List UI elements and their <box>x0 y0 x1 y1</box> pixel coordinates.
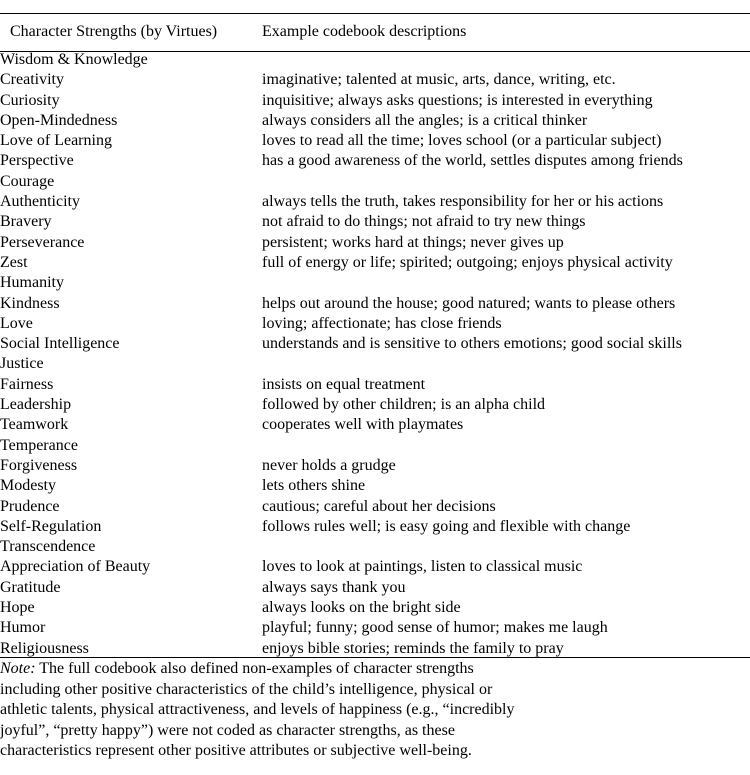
virtue-row <box>0 436 750 456</box>
strength-description: understands and is sensitive to others emotions; good social skills <box>262 335 682 353</box>
strength-name: Fairness <box>0 375 54 393</box>
strength-description: always looks on the bright side <box>262 599 461 617</box>
virtue-name: Justice <box>0 355 44 373</box>
virtue-name: Temperance <box>0 436 78 454</box>
strength-row <box>0 578 750 598</box>
strength-description: playful; funny; good sense of humor; makes me laugh <box>262 619 608 637</box>
virtue-name: Wisdom & Knowledge <box>0 51 148 68</box>
strength-name: Bravery <box>0 213 52 231</box>
strength-description: helps out around the house; good natured; wants to please others <box>262 294 676 312</box>
strength-row <box>0 253 750 273</box>
strength-row <box>0 334 750 354</box>
strength-description: inquisitive; always asks questions; is interested in everything <box>262 91 653 109</box>
virtue-name: Transcendence <box>0 538 96 556</box>
strength-name: Prudence <box>0 497 60 515</box>
strength-description: loves to read all the time; loves school (or a particular subject) <box>262 132 662 150</box>
note-line-5: characteristics represent other positive attributes or subjective well-being. <box>0 742 472 759</box>
strength-description: always says thank you <box>262 578 406 596</box>
strength-row <box>0 375 750 395</box>
strength-name: Humor <box>0 619 46 637</box>
virtue-row <box>0 273 750 293</box>
strength-description: cautious; careful about her decisions <box>262 497 496 515</box>
column-header-strengths: Character Strengths (by Virtues) <box>10 23 218 40</box>
note-line-3: athletic talents, physical attractiveness, and levels of happiness (e.g., “incredibly <box>0 701 515 718</box>
strength-row <box>0 91 750 111</box>
strength-name: Social Intelligence <box>0 335 120 353</box>
strength-name: Religiousness <box>0 639 89 657</box>
strength-row <box>0 618 750 638</box>
strength-description: loving; affectionate; has close friends <box>262 314 502 332</box>
strength-name: Open-Mindedness <box>0 111 118 129</box>
table-bottom-rule <box>0 657 750 658</box>
strength-row <box>0 70 750 90</box>
virtue-desc-empty <box>262 172 750 192</box>
strength-description: has a good awareness of the world, settles disputes among friends <box>262 152 683 170</box>
strength-row <box>0 639 750 659</box>
strength-name: Perspective <box>0 152 74 170</box>
strength-row <box>0 212 750 232</box>
virtue-desc-empty <box>262 273 750 293</box>
virtue-name: Courage <box>0 172 55 190</box>
strength-name: Appreciation of Beauty <box>0 558 151 576</box>
strength-name: Gratitude <box>0 578 61 596</box>
table-note <box>0 659 745 762</box>
strength-name: Hope <box>0 599 35 617</box>
strength-row <box>0 456 750 476</box>
virtue-desc-empty <box>262 354 750 374</box>
strength-name: Love <box>0 314 33 332</box>
strength-description: follows rules well; is easy going and flexible with change <box>262 517 631 535</box>
strength-description: loves to look at paintings, listen to classical music <box>262 558 583 576</box>
note-line-1 <box>0 659 745 680</box>
strength-description: followed by other children; is an alpha child <box>262 396 546 414</box>
virtue-name: Humanity <box>0 274 64 292</box>
strength-name: Leadership <box>0 396 72 414</box>
strength-description: lets others shine <box>262 477 366 495</box>
strength-row <box>0 476 750 496</box>
strength-description: insists on equal treatment <box>262 375 426 393</box>
strength-row <box>0 415 750 435</box>
strength-name: Forgiveness <box>0 456 78 474</box>
strength-row <box>0 497 750 517</box>
strength-row <box>0 294 750 314</box>
strength-name: Self-Regulation <box>0 517 102 535</box>
strength-name: Love of Learning <box>0 132 112 150</box>
strength-description: persistent; works hard at things; never gives up <box>262 233 564 251</box>
table-body <box>0 50 750 659</box>
codebook-table <box>0 50 750 659</box>
strength-row <box>0 233 750 253</box>
strength-row <box>0 151 750 171</box>
virtue-row <box>0 354 750 374</box>
note-text-1: The full codebook also defined non-examples of character strengths <box>35 660 474 677</box>
strength-row <box>0 192 750 212</box>
strength-description: cooperates well with playmates <box>262 416 464 434</box>
table-top-rule <box>0 13 750 14</box>
virtue-row <box>0 172 750 192</box>
strength-description: always tells the truth, takes responsibility for her or his actions <box>262 193 664 211</box>
column-header-descriptions: Example codebook descriptions <box>262 23 467 40</box>
strength-description: never holds a grudge <box>262 456 396 474</box>
note-line-2: including other positive characteristics of the child’s intelligence, physical or <box>0 680 493 698</box>
strength-row <box>0 314 750 334</box>
strength-name: Modesty <box>0 477 56 495</box>
virtue-desc-empty <box>262 537 750 557</box>
strength-name: Perseverance <box>0 233 85 251</box>
virtue-desc-empty <box>262 50 750 70</box>
strength-row <box>0 598 750 618</box>
strength-description: always considers all the angles; is a critical thinker <box>262 111 588 129</box>
strength-description: imaginative; talented at music, arts, dance, writing, etc. <box>262 71 616 89</box>
virtue-desc-empty <box>262 436 750 456</box>
strength-name: Authenticity <box>0 193 80 211</box>
strength-name: Teamwork <box>0 416 69 434</box>
strength-name: Creativity <box>0 71 64 89</box>
strength-row <box>0 557 750 577</box>
strength-name: Kindness <box>0 294 60 312</box>
note-line-4: joyful”, “pretty happy”) were not coded as character strengths, as these <box>0 721 455 739</box>
virtue-row <box>0 50 750 70</box>
strength-description: full of energy or life; spirited; outgoing; enjoys physical activity <box>262 253 673 271</box>
strength-name: Zest <box>0 253 28 271</box>
strength-name: Curiosity <box>0 91 60 109</box>
virtue-row <box>0 537 750 557</box>
strength-row <box>0 395 750 415</box>
note-label: Note: <box>0 660 36 677</box>
strength-description: enjoys bible stories; reminds the family to pray <box>262 639 564 657</box>
strength-row <box>0 517 750 537</box>
strength-row <box>0 131 750 151</box>
strength-row <box>0 111 750 131</box>
strength-description: not afraid to do things; not afraid to try new things <box>262 213 586 231</box>
